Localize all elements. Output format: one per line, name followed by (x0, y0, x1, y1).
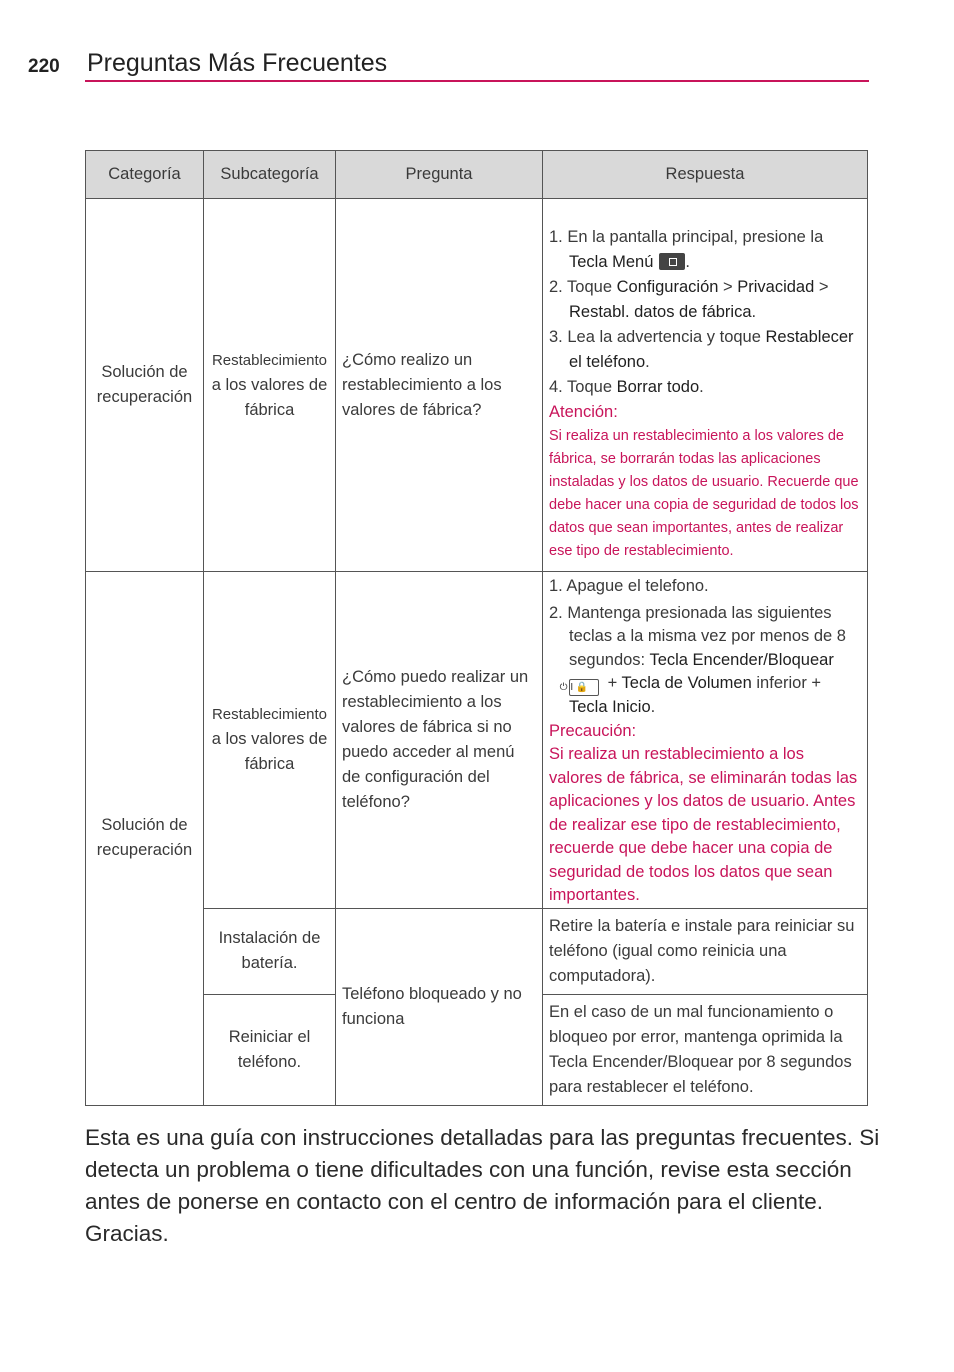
step-punct: . (685, 253, 690, 271)
step-text: 3. Lea la advertencia y toque (549, 328, 761, 346)
key-name: Tecla Encender/Bloquear (649, 650, 834, 669)
key-name: Restablecer el teléfono (569, 328, 854, 371)
step-item (549, 375, 861, 400)
step-item (549, 275, 861, 325)
subcategory-cell: Instalación de batería. (204, 908, 336, 994)
footer-paragraph: Esta es una guía con instrucciones detalladas para las preguntas frecuentes. Si detecta un problema o tiene dificultades con una función, revise esta sección antes de ponerse en contacto con el centro de información para el cliente. Gracias. (85, 1125, 880, 1246)
answer-cell: Retire la batería e instale para reiniciar su teléfono (igual como reinicia una computadora). (543, 908, 868, 994)
header-question: Pregunta (336, 151, 543, 199)
key-name: Privacidad (737, 278, 815, 296)
key-name: Configuración (616, 278, 719, 296)
key-name: Tecla de Volumen (621, 674, 752, 692)
key-name: Borrar todo (616, 378, 700, 396)
answer-cell (543, 199, 868, 572)
question-cell: ¿Cómo puedo realizar un restablecimiento a los valores de fábrica si no puedo acceder al menú de configuración del teléfono? (336, 572, 543, 909)
step-text: 4. Toque (549, 378, 613, 396)
step-punct: . (650, 698, 656, 716)
step-punct: . (699, 378, 704, 396)
steps-list (549, 225, 861, 400)
header-subcategory: Subcategoría (204, 151, 336, 199)
caution-text: Si realiza un restablecimiento a los valores de fábrica, se eliminarán todas las aplicaciones y los datos de usuario. Antes de realizar ese tipo de restablecimiento, recuerde que debe hacer una copia de seguridad de todos los datos que sean importantes. (549, 745, 858, 904)
plus-sign: + (607, 674, 618, 692)
question-cell: Teléfono bloqueado y no funciona (336, 908, 543, 1105)
warning-title: Atención: (549, 403, 618, 421)
category-cell: Solución de recuperación (86, 199, 204, 572)
key-name: Tecla Menú (569, 253, 654, 271)
subcategory-cell (204, 572, 336, 909)
subcategory-line2: a los valores de fábrica (211, 375, 328, 419)
category-cell: Solución de recuperación (86, 572, 204, 1106)
separator: > (723, 278, 733, 296)
step-text: 1. En la pantalla principal, presione la (549, 228, 824, 246)
separator: > (818, 278, 829, 296)
header-answer: Respuesta (543, 151, 868, 199)
step-item (549, 602, 861, 720)
subcategory-line1: Restablecimiento (211, 706, 328, 724)
table-row (86, 908, 868, 994)
power-lock-key-icon: ⏻ I 🔒 (569, 679, 599, 696)
title-underline (85, 80, 869, 82)
subcategory-line2: a los valores de fábrica (211, 730, 328, 774)
step-punct: . (645, 353, 650, 371)
subcategory-cell: Reiniciar el teléfono. (204, 994, 336, 1105)
subcategory-line1: Restablecimiento (211, 351, 328, 369)
step-item (549, 575, 861, 599)
table-row (86, 199, 868, 572)
answer-cell (543, 572, 868, 909)
menu-key-icon (659, 253, 685, 270)
steps-list (549, 575, 861, 720)
page-title: Preguntas Más Frecuentes (87, 49, 388, 77)
step-item (549, 325, 861, 375)
subcategory-cell (204, 199, 336, 572)
caution-title: Precaución: (549, 721, 637, 740)
header-category: Categoría (86, 151, 204, 199)
step-text: 2. Toque (549, 278, 613, 296)
step-text: inferior + (756, 674, 822, 692)
step-item (549, 225, 861, 275)
step-punct: . (751, 303, 757, 321)
step-text: 2. Mantenga presionada las siguientes teclas a la misma vez por menos de 8 segundos: (549, 603, 846, 669)
step-text: 1. Apague el telefono. (549, 577, 709, 595)
page-number: 220 (28, 56, 60, 77)
table-row (86, 572, 868, 909)
question-cell: ¿Cómo realizo un restablecimiento a los valores de fábrica? (336, 199, 543, 572)
warning-text: Si realiza un restablecimiento a los valores de fábrica, se borrarán todas las aplicaciones instaladas y los datos de usuario. Recuerde que debe hacer una copia de seguridad de todos los datos que sean importantes, antes de realizar ese tipo de restablecimiento. (549, 428, 859, 559)
table-header-row (86, 151, 868, 199)
answer-cell: En el caso de un mal funcionamiento o bloqueo por error, mantenga oprimida la Tecla Encender/Bloquear por 8 segundos para restablecer el teléfono. (543, 994, 868, 1105)
key-name: Restabl. datos de fábrica (569, 303, 752, 321)
key-name: Tecla Inicio (569, 698, 651, 716)
faq-table (85, 150, 868, 1106)
